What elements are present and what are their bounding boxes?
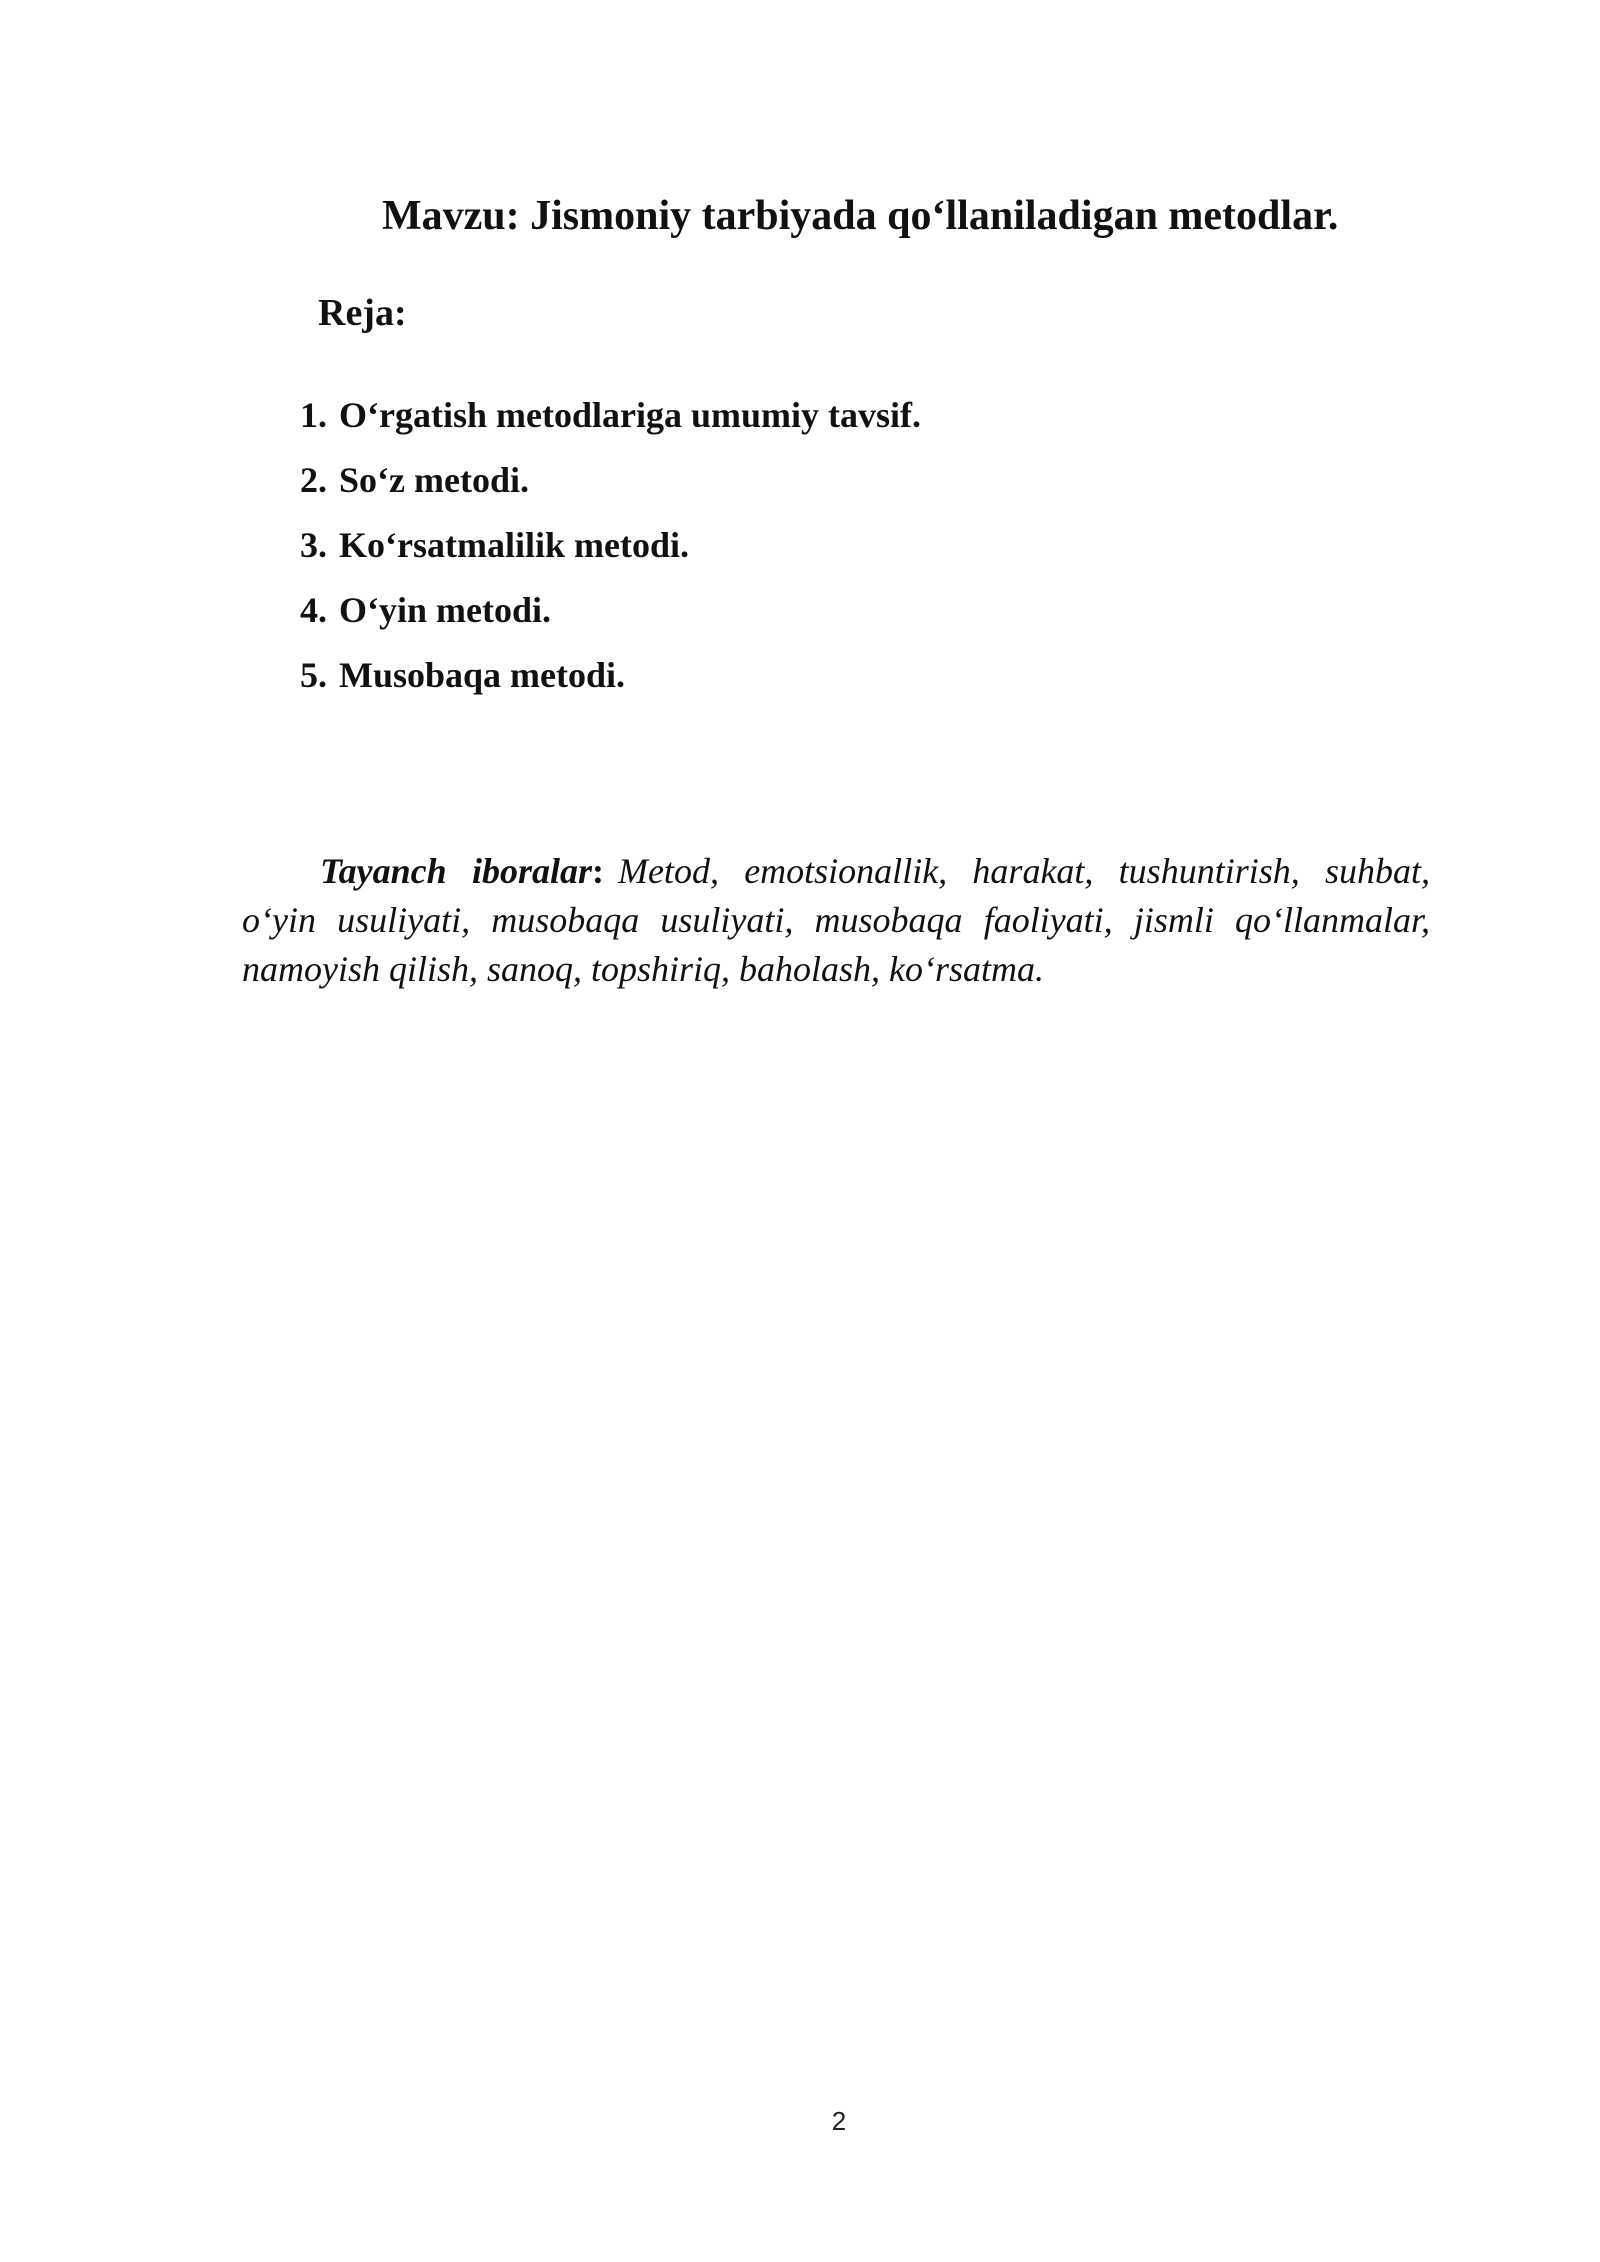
- plan-item-number: 3.: [300, 525, 327, 565]
- plan-item: [300, 520, 921, 585]
- keywords-text: Metod, emotsionallik, harakat, tushuntirish, suhbat, o‘yin usuliyati, musobaqa usuliyati, musobaqa faoliyati, jismli qo‘llanmalar, namoyish qilish, sanoq, topshiriq, baholash, ko‘rsatma.: [242, 851, 1430, 989]
- plan-item: [300, 455, 921, 520]
- keywords-colon: :: [591, 851, 604, 891]
- plan-item-number: 5.: [300, 655, 327, 695]
- plan-item-number: 2.: [300, 460, 327, 500]
- keywords-label: Tayanch iboralar: [320, 851, 592, 891]
- plan-item-text: So‘z metodi.: [339, 460, 529, 500]
- plan-item-text: Ko‘rsatmalilik metodi.: [339, 525, 689, 565]
- plan-item-text: O‘yin metodi.: [339, 590, 551, 630]
- plan-item: [300, 585, 921, 650]
- plan-item-text: Musobaqa metodi.: [339, 655, 626, 695]
- page-title: Mavzu: Jismoniy tarbiyada qo‘llaniladigan metodlar.: [382, 193, 1339, 239]
- plan-list: [300, 390, 921, 715]
- page-number: 2: [831, 2106, 847, 2136]
- plan-heading: Reja:: [318, 292, 407, 334]
- plan-item-text: O‘rgatish metodlariga umumiy tavsif.: [339, 395, 921, 435]
- plan-item-number: 4.: [300, 590, 327, 630]
- keywords-paragraph: [242, 847, 1430, 994]
- plan-item: [300, 390, 921, 455]
- plan-item: [300, 650, 921, 715]
- plan-item-number: 1.: [300, 395, 327, 435]
